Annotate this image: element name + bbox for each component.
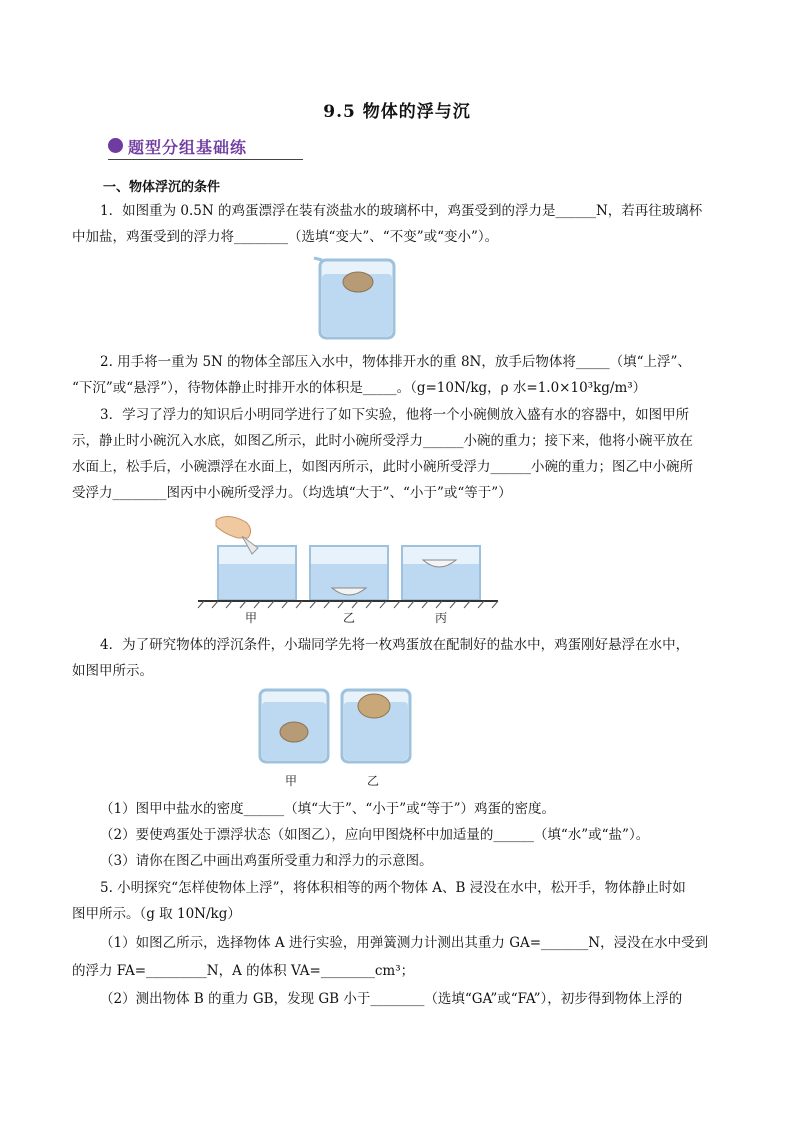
q3-label-bing: 丙 — [435, 611, 448, 625]
q3-bowl-experiment-figure — [198, 512, 498, 610]
q5-line1: 5. 小明探究“怎样使物体上浮”，将体积相等的两个物体 A、B 浸没在水中，松开手，物体静止时如 — [100, 880, 686, 896]
q4-sub2: （2）要使鸡蛋处于漂浮状态（如图乙），应向甲图烧杯中加适量的______（填“水”或“盐”）。 — [100, 827, 650, 843]
q3-line1: 3．学习了浮力的知识后小明同学进行了如下实验，他将一个小碗侧放入盛有水的容器中，如图甲所 — [100, 407, 690, 423]
q2-line2: “下沉”或“悬浮”），待物体静止时排开水的体积是_____。（g=10N/kg，ρ 水=1.0×10³kg/m³） — [72, 380, 647, 396]
q2-line1: 2. 用手将一重为 5N 的物体全部压入水中，物体排开水的重 8N，放手后物体将_____（填“上浮”、 — [100, 354, 691, 370]
q5-line2: 图甲所示。（g 取 10N/kg） — [72, 906, 241, 922]
q3-line2: 示，静止时小碗沉入水底，如图乙所示，此时小碗所受浮力______小碗的重力；接下来，他将小碗平放在 — [72, 433, 693, 449]
q4-line2: 如图甲所示。 — [72, 663, 153, 679]
bullet-icon — [108, 138, 123, 153]
page-title: 9.5 物体的浮与沉 — [323, 102, 471, 122]
q1-line1: 1．如图重为 0.5N 的鸡蛋漂浮在装有淡盐水的玻璃杯中，鸡蛋受到的浮力是______N，若再往玻璃杯 — [100, 203, 703, 219]
q3-label-jia: 甲 — [245, 611, 258, 625]
subheading: 一、物体浮沉的条件 — [103, 180, 221, 195]
q4-label-jia: 甲 — [285, 774, 298, 788]
q5-sub2: （2）测出物体 B 的重力 GB，发现 GB 小于________（选填“GA”或“FA”），初步得到物体上浮的 — [100, 991, 683, 1007]
q5-sub1a: （1）如图乙所示，选择物体 A 进行实验，用弹簧测力计测出其重力 GA=_______N，浸没在水中受到 — [100, 935, 709, 951]
q3-line4: 受浮力________图丙中小碗所受浮力。（均选填“大于”、“小于”或“等于”） — [72, 485, 512, 501]
section-header — [108, 135, 303, 160]
q5-sub1b: 的浮力 FA=_________N，A 的体积 VA=________cm³； — [72, 963, 415, 979]
q4-label-yi: 乙 — [367, 774, 380, 788]
q4-egg-beakers-figure — [252, 686, 422, 768]
q4-line1: 4．为了研究物体的浮沉条件，小瑞同学先将一枚鸡蛋放在配制好的盐水中，鸡蛋刚好悬浮在水中， — [100, 637, 690, 653]
q3-label-yi: 乙 — [343, 611, 356, 625]
section-title: 题型分组基础练 — [128, 138, 248, 157]
q1-beaker-egg-figure — [310, 252, 410, 342]
q4-sub3: （3）请你在图乙中画出鸡蛋所受重力和浮力的示意图。 — [100, 853, 433, 869]
q4-sub1: （1）图甲中盐水的密度______（填“大于”、“小于”或“等于”）鸡蛋的密度。 — [100, 801, 555, 817]
q3-line3: 水面上，松手后，小碗漂浮在水面上，如图丙所示，此时小碗所受浮力______小碗的重力；图乙中小碗所 — [72, 459, 693, 475]
q1-line2: 中加盐，鸡蛋受到的浮力将________（选填“变大”、“不变”或“变小”）。 — [72, 229, 499, 245]
